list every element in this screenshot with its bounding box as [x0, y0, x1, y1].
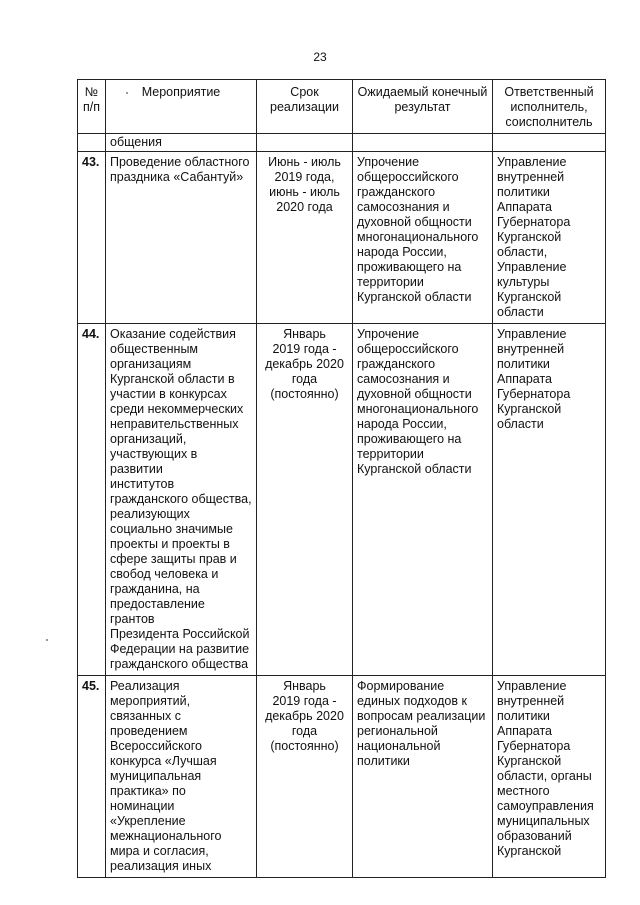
events-plan-table [77, 79, 606, 878]
row-term: Январь 2019 года - декабрь 2020 года (постоянно) [257, 324, 353, 676]
row-number: 44. [78, 324, 106, 676]
table-row [78, 324, 606, 676]
row-result: Формирование единых подходов к вопросам реализации региональной национальной политики [353, 676, 493, 878]
scan-speck [46, 639, 48, 641]
row-result: Упрочение общероссийского гражданского самосознания и духовной общности многонационального народа России, проживающего на территории Курганской области [353, 152, 493, 324]
row-event: Оказание содействия общественным организациям Курганской области в участии в конкурсах среди некоммерческих неправительственных организаций, участвующих в развитии институтов гражданского общества, реализующих социально значимые проекты и проекты в сфере защиты прав и свобод человека и гражданина, на предоставление грантов Президента Российской Федерации на развитие гражданского общества [106, 324, 257, 676]
table-row [78, 676, 606, 878]
row-term: Январь 2019 года - декабрь 2020 года (постоянно) [257, 676, 353, 878]
header-result: Ожидаемый конечный результат [353, 80, 493, 134]
row-event: Реализация мероприятий, связанных с проведением Всероссийского конкурса «Лучшая муниципальная практика» по номинации «Укрепление межнационального мира и согласия, реализация иных [106, 676, 257, 878]
row-responsible [493, 134, 606, 152]
header-term: Срок реализации [257, 80, 353, 134]
page-number: 23 [313, 50, 327, 64]
header-event: Мероприятие [106, 80, 257, 134]
row-result: Упрочение общероссийского гражданского самосознания и духовной общности многонационального народа России, проживающего на территории Курганской области [353, 324, 493, 676]
row-event: общения [106, 134, 257, 152]
table-row [78, 152, 606, 324]
row-number [78, 134, 106, 152]
row-event: Проведение областного праздника «Сабантуй» [106, 152, 257, 324]
table-row [78, 134, 606, 152]
row-number: 43. [78, 152, 106, 324]
row-responsible: Управление внутренней политики Аппарата Губернатора Курганской области, органы местного самоуправления муниципальных образований Курганской [493, 676, 606, 878]
row-term: Июнь - июль 2019 года, июнь - июль 2020 года [257, 152, 353, 324]
row-number: 45. [78, 676, 106, 878]
row-term [257, 134, 353, 152]
row-result [353, 134, 493, 152]
header-responsible: Ответственный исполнитель, соисполнитель [493, 80, 606, 134]
table-header-row [78, 80, 606, 134]
row-responsible: Управление внутренней политики Аппарата Губернатора Курганской области [493, 324, 606, 676]
header-number: № п/п [78, 80, 106, 134]
row-responsible: Управление внутренней политики Аппарата Губернатора Курганской области, Управление культуры Курганской области [493, 152, 606, 324]
